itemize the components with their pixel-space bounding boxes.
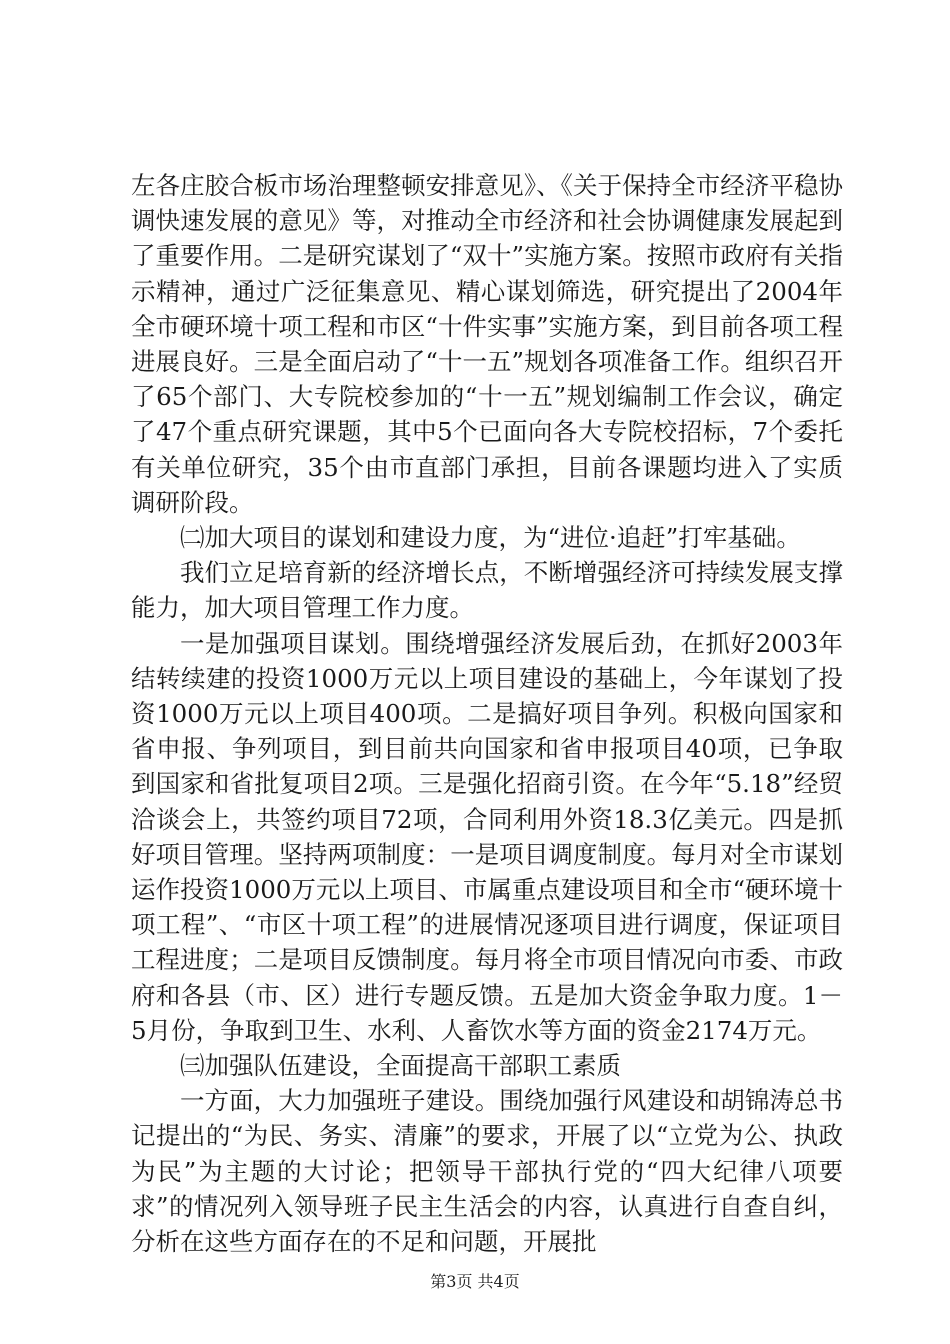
paragraph-2-heading: ㈡加大项目的谋划和建设力度，为“进位·追赶”打牢基础。: [180, 523, 801, 553]
page-number-footer: 第3页 共4页: [430, 1272, 520, 1291]
paragraph-3: 我们立足培育新的经济增长点，不断增强经济可持续发展支撑能力，加大项目管理工作力度。: [131, 558, 843, 623]
paragraph-6: 一方面，大力加强班子建设。围绕加强行风建设和胡锦涛总书记提出的“为民、务实、清廉”的要求，开展了以“立党为公、执政为民”为主题的大讨论；把领导干部执行党的“四大纪律八项要求”的情况列入领导班子民主生活会的内容，认真进行自查自纠，分析在这些方面存在的不足和问题，开展批: [131, 1086, 843, 1257]
document-body: [131, 168, 843, 1259]
paragraph-1: 左各庄胶合板市场治理整顿安排意见》、《关于保持全市经济平稳协调快速发展的意见》等，对推动全市经济和社会协调健康发展起到了重要作用。二是研究谋划了“双十”实施方案。按照市政府有关指示精神，通过广泛征集意见、精心谋划筛选，研究提出了2004年全市硬环境十项工程和市区“十件实事”实施方案，到目前各项工程进展良好。三是全面启动了“十一五”规划各项准备工作。组织召开了65个部门、大专院校参加的“十一五”规划编制工作会议，确定了47个重点研究课题，其中5个已面向各大专院校招标，7个委托有关单位研究，35个由市直部门承担，目前各课题均进入了实质调研阶段。: [131, 171, 843, 517]
paragraph-5-heading: ㈢加强队伍建设，全面提高干部职工素质: [180, 1051, 621, 1081]
paragraph-4: 一是加强项目谋划。围绕增强经济发展后劲，在抓好2003年结转续建的投资1000万元以上项目建设的基础上，今年谋划了投资1000万元以上项目400项。二是搞好项目争列。积极向国家和省申报、争列项目，到目前共向国家和省申报项目40项，已争取到国家和省批复项目2项。三是强化招商引资。在今年“5.18”经贸洽谈会上，共签约项目72项，合同利用外资18.3亿美元。四是抓好项目管理。坚持两项制度：一是项目调度制度。每月对全市谋划运作投资1000万元以上项目、市属重点建设项目和全市“硬环境十项工程”、“市区十项工程”的进展情况逐项目进行调度，保证项目工程进度；二是项目反馈制度。每月将全市项目情况向市委、市政府和各县（市、区）进行专题反馈。五是加大资金争取力度。1－5月份，争取到卫生、水利、人畜饮水等方面的资金2174万元。: [131, 628, 843, 1045]
